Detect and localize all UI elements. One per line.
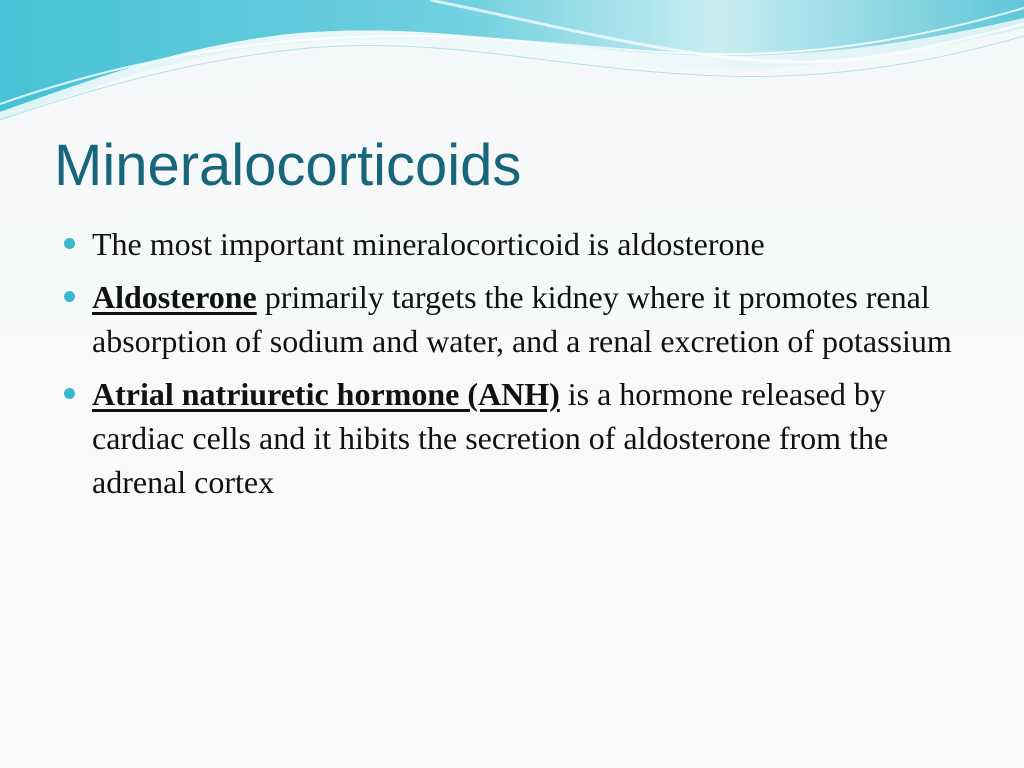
circle-bullet-icon xyxy=(64,388,75,399)
bullet-term: Aldosterone xyxy=(92,279,257,315)
circle-bullet-icon xyxy=(64,291,75,302)
bullet-list xyxy=(64,222,964,513)
circle-bullet-icon xyxy=(64,238,75,249)
header-wave-decoration xyxy=(0,0,1024,130)
bullet-item xyxy=(64,372,964,504)
bullet-text: The most important mineralocorticoid is aldosterone xyxy=(92,226,765,262)
bullet-text: primarily targets the kidney where it promotes renal absorption of sodium and water, and a renal excretion of potassium xyxy=(92,279,952,359)
bullet-item xyxy=(64,275,964,363)
bullet-text: is a hormone released by cardiac cells and it hibits the secretion of aldosterone from the adrenal cortex xyxy=(92,376,889,500)
bullet-term: Atrial natriuretic hormone (ANH) xyxy=(92,376,560,412)
bullet-item xyxy=(64,222,964,266)
slide-title: Mineralocorticoids xyxy=(54,133,522,198)
